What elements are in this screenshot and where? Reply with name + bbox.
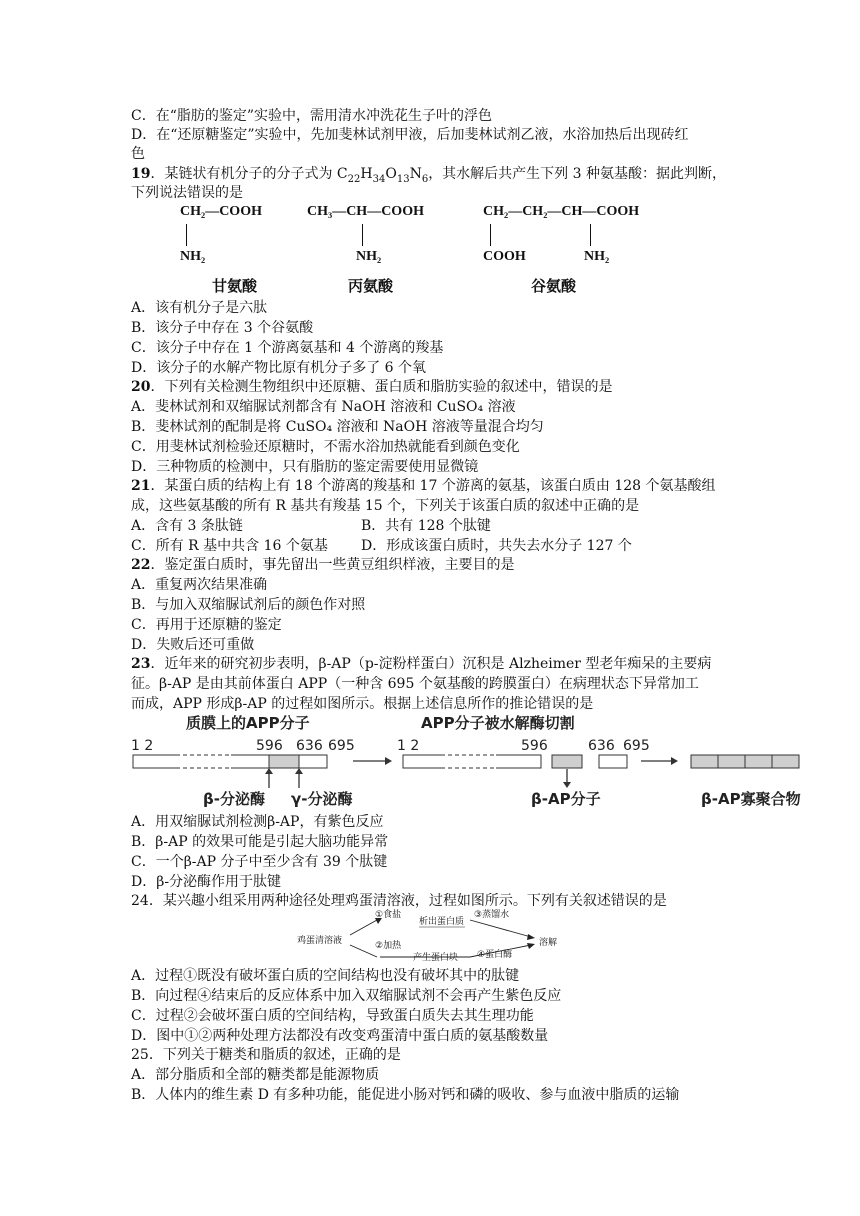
alanine-bond — [362, 224, 363, 246]
q18-option-d: D．在“还原糖鉴定”实验中，先加斐林试剂甲液，后加斐林试剂乙液，水浴加热后出现砖红 — [131, 127, 689, 143]
flow-step2-label: ②加热 — [375, 941, 402, 951]
glutamate-name: 谷氨酸 — [531, 277, 577, 295]
q23-option-d: D．β-分泌酶作用于肽键 — [131, 874, 282, 890]
q23-option-b: B．β-AP 的效果可能是引起大脑功能异常 — [131, 834, 389, 850]
glutamate-bond-left — [490, 224, 491, 246]
q19-stem-b: ，其水解后共产生下列 3 种氨基酸：据此判断， — [428, 166, 726, 182]
q20-option-d: D．三种物质的检测中，只有脂肪的鉴定需要使用显微镜 — [131, 459, 479, 475]
q24-option-a: A．过程①既没有破坏蛋白质的空间结构也没有破坏其中的肽键 — [131, 968, 520, 984]
flow-step4-label: ④蛋白酶 — [477, 950, 513, 960]
q18-option-c: C．在“脂肪的鉴定”实验中，需用清水冲洗花生子叶的浮色 — [131, 108, 493, 124]
q23-number: 23 — [131, 656, 151, 672]
q19-formula-22: 22 — [347, 173, 361, 185]
oligomer-unit-3 — [745, 755, 772, 768]
q20-stem — [131, 377, 612, 397]
glutamate-bottom-nh2: NH₂ — [584, 249, 610, 264]
glycine-bond — [186, 224, 187, 246]
glutamate-top: CH₂—CH₂—CH—COOH — [483, 204, 640, 219]
q19-option-b: B．该分子中存在 3 个谷氨酸 — [131, 320, 314, 336]
q21-option-b: B．共有 128 个肽键 — [361, 518, 491, 534]
q18-option-d-cont: 色 — [131, 146, 145, 162]
q20-number: 20 — [131, 379, 151, 395]
q23-option-a: A．用双缩脲试剂检测β-AP，有紫色反应 — [131, 814, 384, 830]
flow-arrow-upper-out — [470, 920, 531, 937]
q23-stem-cont2: 而成，APP 形成β-AP 的过程如图所示。根据上述信息所作的推论错误的是 — [131, 696, 594, 712]
alanine-bottom: NH₂ — [356, 249, 382, 264]
oligomer-unit-4 — [772, 755, 799, 768]
cleaved-c-terminal-fragment — [599, 755, 627, 768]
flow-arrowhead-upper-out — [527, 934, 535, 940]
q21-stem-cont: 成，这些氨基酸的所有 R 基共有羧基 15 个，下列关于该蛋白质的叙述中正确的是 — [131, 498, 640, 514]
q20-option-b: B．斐林试剂的配制是将 CuSO₄ 溶液和 NaOH 溶液等量混合均匀 — [131, 419, 544, 435]
q22-number: 22 — [131, 557, 151, 573]
q21-option-a: A．含有 3 条肽链 — [131, 518, 243, 534]
diagram-title-left: 质膜上的APP分子 — [186, 714, 310, 732]
flow-arrow-upper-in — [350, 920, 377, 935]
q19-number: 19 — [131, 166, 151, 182]
q19-formula-34: 34 — [372, 173, 386, 185]
q20-option-c: C．用斐林试剂检验还原糖时，不需水浴加热就能看到颜色变化 — [131, 439, 520, 455]
q25-stem: 25．下列关于糖类和脂质的叙述，正确的是 — [131, 1047, 401, 1063]
egg-white-flow-diagram — [295, 905, 565, 967]
q21-number: 21 — [131, 478, 151, 494]
beta-ap-molecule-label: β-AP分子 — [531, 790, 601, 808]
left-num-1-2: 1 2 — [131, 738, 154, 754]
q24-option-d: D．图中①②两种处理方法都没有改变鸡蛋清中蛋白质的氨基酸数量 — [131, 1028, 549, 1044]
q25-option-a: A．部分脂质和全部的糖类都是能源物质 — [131, 1067, 380, 1083]
q21-stem-text: ．某蛋白质的结构上有 18 个游离的羧基和 17 个游离的氨基，该蛋白质由 128 个氨基酸组 — [150, 478, 716, 494]
q21-stem — [131, 476, 716, 496]
q22-option-a: A．重复两次结果准确 — [131, 577, 268, 593]
flow-end-label: 溶解 — [539, 938, 558, 948]
q24-option-b: B．向过程④结束后的反应体系中加入双缩脲试剂不会再产生紫色反应 — [131, 988, 562, 1004]
flow-step1-label: ①食盐 — [375, 910, 402, 920]
diagram-title-right: APP分子被水解酶切割 — [421, 714, 575, 732]
cleaved-n-terminal-fragment — [403, 755, 541, 768]
oligomer-unit-1 — [691, 755, 718, 768]
gamma-secretase-arrowhead — [295, 768, 303, 774]
q19-formula-6: 6 — [421, 173, 429, 185]
q24-stem: 24．某兴趣小组采用两种途径处理鸡蛋清溶液，过程如图所示。下列有关叙述错误的是 — [131, 893, 667, 909]
glutamate-bond-right — [590, 224, 591, 246]
glycine-name: 甘氨酸 — [212, 277, 258, 295]
q19-stem-cont: 下列说法错误的是 — [131, 185, 243, 201]
q22-stem-text: ．鉴定蛋白质时，事先留出一些黄豆组织样液，主要目的是 — [150, 557, 515, 573]
q23-stem-text: ．近年来的研究初步表明，β-AP（p-淀粉样蛋白）沉积是 Alzheimer 型老年痴呆的主要病 — [150, 656, 712, 672]
glycine-bottom: NH₂ — [180, 249, 206, 264]
q23-stem — [131, 654, 711, 674]
right-num-636: 636 — [588, 738, 615, 754]
beta-ap-fragment — [552, 755, 582, 768]
q20-option-a: A．斐林试剂和双缩脲试剂都含有 NaOH 溶液和 CuSO₄ 溶液 — [131, 399, 516, 415]
q19-formula-n: N — [409, 166, 422, 182]
glutamate-bottom-cooh: COOH — [483, 249, 526, 264]
q19-stem-a: ．某链状有机分子的分子式为 C — [150, 166, 348, 182]
q23-option-c: C．一个β-AP 分子中至少含有 39 个肽键 — [131, 854, 388, 870]
flow-step3-label: ③蒸馏水 — [474, 910, 510, 920]
beta-ap-aggregate-label: β-AP寡聚合物 — [701, 790, 801, 808]
q21-option-d: D．形成该蛋白质时，共失去水分子 127 个 — [361, 538, 632, 554]
left-num-695: 695 — [328, 738, 355, 754]
q23-stem-cont1: 征。β-AP 是由其前体蛋白 APP（一种含 695 个氨基酸的跨膜蛋白）在病理状态下异常加工 — [131, 676, 699, 692]
q19-option-a: A．该有机分子是六肽 — [131, 300, 268, 316]
beta-secretase-label: β-分泌酶 — [203, 790, 265, 808]
q19-formula-h: H — [360, 166, 373, 182]
q22-option-c: C．再用于还原糖的鉴定 — [131, 617, 282, 633]
alanine-top: CH₃—CH—COOH — [307, 204, 424, 219]
q25-option-b: B．人体内的维生素 D 有多种功能，能促进小肠对钙和磷的吸收、参与血液中脂质的运输 — [131, 1087, 680, 1103]
flow-result2-label: 产生蛋白块 — [413, 953, 459, 963]
app-processing-diagram — [131, 706, 821, 812]
right-num-596: 596 — [521, 738, 548, 754]
q22-option-d: D．失败后还可重做 — [131, 637, 255, 653]
gamma-secretase-label: γ-分泌酶 — [291, 790, 353, 808]
flow-arrow-lower-in — [350, 945, 377, 957]
q21-option-c: C．所有 R 基中共含 16 个氨基 — [131, 538, 328, 554]
q20-stem-text: ．下列有关检测生物组织中还原糖、蛋白质和脂肪实验的叙述中，错误的是 — [150, 379, 613, 395]
q22-stem — [131, 555, 514, 575]
q19-formula-o: O — [385, 166, 397, 182]
app-bar-beta-ap-region — [269, 755, 299, 768]
beta-secretase-arrowhead — [265, 768, 273, 774]
flow-arrowhead-lower-out — [527, 943, 535, 949]
q22-option-b: B．与加入双缩脲试剂后的颜色作对照 — [131, 597, 366, 613]
flow-start-label: 鸡蛋清溶液 — [297, 936, 343, 946]
q19-option-d: D．该分子的水解产物比原有机分子多了 6 个氧 — [131, 360, 427, 376]
flow-result1-label: 析出蛋白质 — [419, 917, 465, 927]
q19-option-c: C．该分子中存在 1 个游离氨基和 4 个游离的羧基 — [131, 340, 444, 356]
glycine-top: CH₂—COOH — [180, 204, 262, 219]
beta-ap-release-arrowhead — [563, 782, 571, 788]
alanine-name: 丙氨酸 — [348, 277, 394, 295]
right-num-695: 695 — [623, 738, 650, 754]
oligomer-unit-2 — [718, 755, 745, 768]
q19-formula-13: 13 — [396, 173, 410, 185]
left-num-596: 596 — [256, 738, 283, 754]
app-bar-right-segment — [299, 755, 327, 768]
process-arrow-2-head — [671, 757, 678, 765]
process-arrow-1-head — [385, 757, 392, 765]
app-bar-left-segment — [133, 755, 269, 768]
q24-option-c: C．过程②会破坏蛋白质的空间结构，导致蛋白质失去其生理功能 — [131, 1008, 534, 1024]
right-num-1-2: 1 2 — [397, 738, 420, 754]
left-num-636: 636 — [296, 738, 323, 754]
